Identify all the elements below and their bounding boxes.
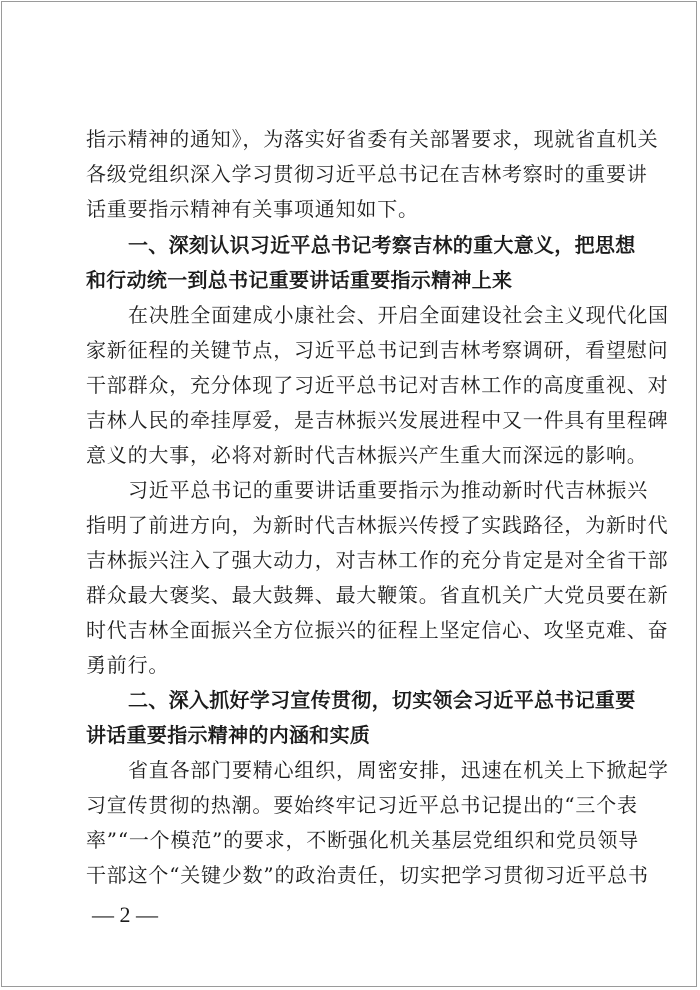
body-line: 习近平总书记的重要讲话重要指示为推动新时代吉林振兴: [128, 478, 648, 502]
section-heading: 二、深入抓好学习宣传贯彻，切实领会习近平总书记重要: [128, 688, 636, 712]
body-line: 意义的大事，必将对新时代吉林振兴产生重大而深远的影响。: [86, 443, 648, 467]
body-line: 话重要指示精神有关事项通知如下。: [86, 197, 419, 221]
body-line: 指明了前进方向，为新时代吉林振兴传授了实践路径，为新时代: [86, 513, 669, 537]
body-line: 习宣传贯彻的热潮。要始终牢记习近平总书记提出的“三个表: [86, 793, 638, 817]
body-line: 群众最大褒奖、最大鼓舞、最大鞭策。省直机关广大党员要在新: [86, 583, 669, 607]
body-line: 在决胜全面建成小康社会、开启全面建设社会主义现代化国: [128, 303, 669, 327]
body-line: 率”“一个模范”的要求，不断强化机关基层党组织和党员领导: [86, 828, 640, 852]
body-line: 指示精神的通知》，为落实好省委有关部署要求，现就省直机关: [86, 127, 659, 151]
body-line: 吉林振兴注入了强大动力，对吉林工作的充分肯定是对全省干部: [86, 548, 669, 572]
body-line: 勇前行。: [86, 653, 170, 677]
body-line: 干部群众，充分体现了习近平总书记对吉林工作的高度重视、对: [86, 373, 669, 397]
page-number: — 2 —: [92, 902, 158, 927]
body-line: 家新征程的关键节点，习近平总书记到吉林考察调研，看望慰问: [86, 338, 669, 362]
body-line: 时代吉林全面振兴全方位振兴的征程上坚定信心、攻坚克难、奋: [86, 618, 669, 642]
section-heading: 一、深刻认识习近平总书记考察吉林的重大意义，把思想: [128, 233, 636, 257]
body-line: 各级党组织深入学习贯彻习近平总书记在吉林考察时的重要讲: [86, 162, 648, 186]
body-line: 省直各部门要精心组织，周密安排，迅速在机关上下掀起学: [128, 758, 669, 782]
body-line: 吉林人民的牵挂厚爱，是吉林振兴发展进程中又一件具有里程碑: [86, 408, 669, 432]
body-line: 干部这个“关键少数”的政治责任，切实把学习贯彻习近平总书: [86, 863, 649, 887]
section-heading: 讲话重要指示精神的内涵和实质: [86, 723, 371, 747]
section-heading: 和行动统一到总书记重要讲话重要指示精神上来: [86, 268, 513, 292]
